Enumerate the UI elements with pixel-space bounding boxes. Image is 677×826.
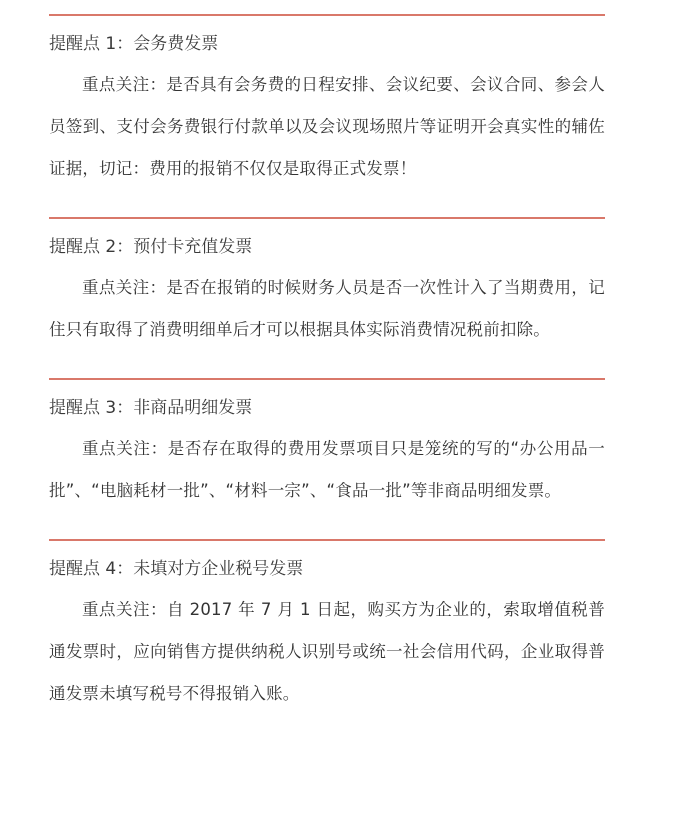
section-divider — [49, 539, 605, 541]
document — [49, 0, 605, 715]
section-heading: 提醒点 2：预付卡充值发票 — [49, 237, 253, 257]
reminder-section-3 — [49, 378, 605, 512]
section-divider — [49, 378, 605, 380]
section-divider — [49, 14, 605, 16]
section-body: 重点关注：是否在报销的时候财务人员是否一次性计入了当期费用，记住只有取得了消费明细单后才可以根据具体实际消费情况税前扣除。 — [49, 278, 605, 339]
reminder-section-4 — [49, 539, 605, 715]
section-body: 重点关注：是否具有会务费的日程安排、会议纪要、会议合同、参会人员签到、支付会务费银行付款单以及会议现场照片等证明开会真实性的辅佐证据，切记：费用的报销不仅仅是取得正式发票！ — [49, 75, 605, 178]
section-heading: 提醒点 3：非商品明细发票 — [49, 398, 253, 418]
section-heading: 提醒点 4：未填对方企业税号发票 — [49, 559, 304, 579]
section-body: 重点关注：自 2017 年 7 月 1 日起，购买方为企业的，索取增值税普通发票时，应向销售方提供纳税人识别号或统一社会信用代码，企业取得普通发票未填写税号不得报销入账。 — [49, 600, 605, 703]
reminder-section-2 — [49, 217, 605, 351]
section-body: 重点关注：是否存在取得的费用发票项目只是笼统的写的“办公用品一批”、“电脑耗材一批”、“材料一宗”、“食品一批”等非商品明细发票。 — [49, 439, 605, 500]
section-heading: 提醒点 1：会务费发票 — [49, 34, 219, 54]
section-divider — [49, 217, 605, 219]
reminder-section-1 — [49, 14, 605, 190]
